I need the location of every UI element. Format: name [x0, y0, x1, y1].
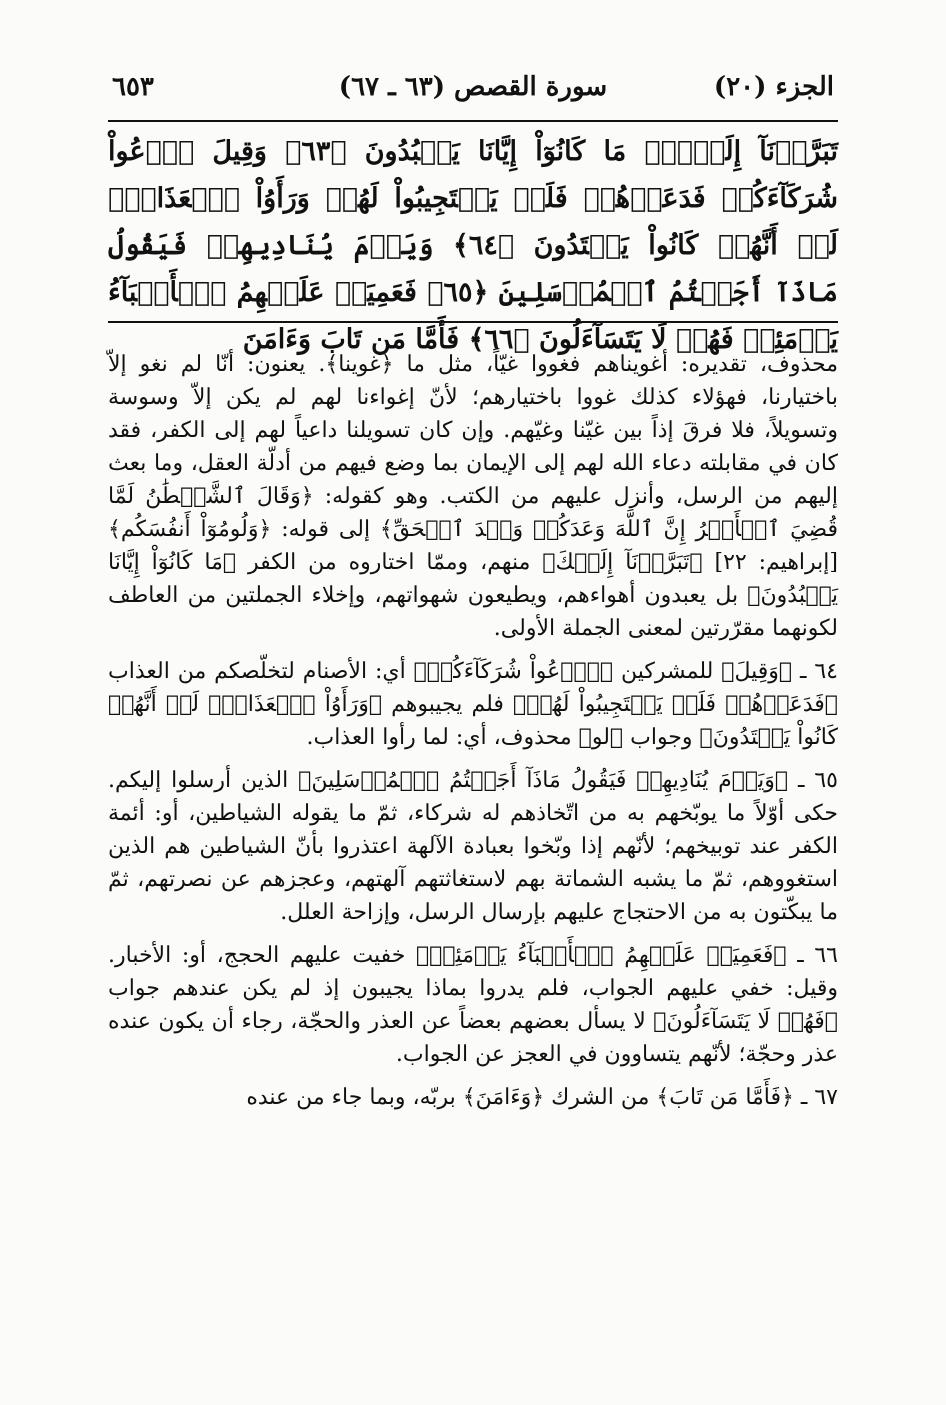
commentary-paragraph: ٦٧ ـ ﴿فَأَمَّا مَن تَابَ﴾ من الشرك ﴿وَءَامَنَ﴾ بربّه، وبما جاء من عنده	[246, 1085, 838, 1110]
commentary-paragraph: ٦٦ ـ ﴿فَعَمِيَتۡ عَلَيۡهِمُ ٱلۡأَنۢبَآءُ يَوۡمَئِذٖ﴾ خفيت عليهم الحجج، أو: الأخبار. وقيل: خفي عليهم الجواب، فلم يدروا بماذا يجيبون إذ لم يكن عندهم جواب ﴿فَهُمۡ لَا يَتَسَآءَلُونَ﴾ لا يسأل بعضهم بعضاً عن العذر والحجّة، رجاء أن يكون عنده عذر وحجّة؛ لأنّهم يتساوون في العجز عن الجواب.	[108, 943, 838, 1067]
commentary-body	[108, 348, 838, 1345]
juz-label: الجزء (٢٠)	[713, 72, 834, 102]
header-rule	[108, 120, 838, 122]
section-divider	[108, 321, 838, 323]
surah-title: سورة القصص (٦٣ ـ ٦٧)	[338, 72, 608, 102]
commentary-paragraph: محذوف، تقديره: أغويناهم فغووا غيّاً، مثل ما ﴿غوينا﴾. يعنون: أنّا لم نغو إلاّ باختيارنا، فهؤلاء كذلك غووا باختيارهم؛ لأنّ إغواءنا لهم لم يكن إلاّ وسوسة وتسويلاً، فلا فرقَ إذاً بين غيّنا وغيّهم. وإن كان تسويلنا داعياً لهم إلى الكفر، فقد كان في مقابلته دعاء الله لهم إلى الإيمان بما وضع فيهم من أدلّة العقل، وما بعث إليهم من الرسل، وأنزل عليهم من الكتب. وهو كقوله: ﴿وَقَالَ ٱلشَّيۡطَٰنُ لَمَّا قُضِيَ ٱلۡأَمۡرُ إِنَّ ٱللَّهَ وَعَدَكُمۡ وَعۡدَ ٱلۡحَقِّ﴾ إلى قوله: ﴿وَلُومُوٓاْ أَنفُسَكُم﴾ [إبراهيم: ٢٢] ﴿تَبَرَّأۡنَآ إِلَيۡكَ﴾ منهم، وممّا اختاروه من الكفر ﴿مَا كَانُوٓاْ إِيَّانَا يَعۡبُدُونَ﴾ بل يعبدون أهواءهم، ويطيعون شهواتهم، وإخلاء الجملتين من العاطف لكونهما مقرّرتين لمعنى الجملة الأولى.	[108, 352, 838, 641]
quran-text-block: تَبَرَّأۡنَآ إِلَيۡكَۖ مَا كَانُوٓاْ إِيَّانَا يَعۡبُدُونَ ﴿٦٣﴾ وَقِيلَ ٱدۡعُواْ شُرَكَآءَكُمۡ فَدَعَوۡهُمۡ فَلَمۡ يَسۡتَجِيبُواْ لَهُمۡ وَرَأَوُاْ ٱلۡعَذَابَۚ لَوۡ أَنَّهُمۡ كَانُواْ يَهۡتَدُونَ ﴿٦٤﴾ وَيَوۡمَ يُنَادِيهِمۡ فَيَقُولُ مَاذَآ أَجَبۡتُمُ ٱلۡمُرۡسَلِينَ ﴿٦٥﴾ فَعَمِيَتۡ عَلَيۡهِمُ ٱلۡأَنۢبَآءُ يَوۡمَئِذٖ فَهُمۡ لَا يَتَسَآءَلُونَ ﴿٦٦﴾ فَأَمَّا مَن تَابَ وَءَامَنَ	[108, 136, 838, 355]
commentary-paragraph: ٦٥ ـ ﴿وَيَوۡمَ يُنَادِيهِمۡ فَيَقُولُ مَاذَآ أَجَبۡتُمُ ٱلۡمُرۡسَلِينَ﴾ الذين أرسلوا إليكم. حكى أوّلاً ما يوبّخهم به من اتّخاذهم له شركاء، ثمّ ما يقوله الشياطين، أو: أئمة الكفر عند توبيخهم؛ لأنّهم إذا وبّخوا بعبادة الآلهة اعتذروا بأنّ الشياطين هم الذين استغووهم، ثمّ ما يشبه الشماتة بهم لاستغاثتهم آلهتهم، وعجزهم عن نصرتهم، ثمّ ما يبكّتون به من الاحتجاج عليهم بإرسال الرسل، وإزاحة العلل.	[108, 768, 838, 925]
commentary-paragraph: ٦٤ ـ ﴿وَقِيلَ﴾ للمشركين ﴿ٱدۡعُواْ شُرَكَآءَكُمۡ﴾ أي: الأصنام لتخلّصكم من العذاب ﴿فَدَعَوۡهُمۡ فَلَمۡ يَسۡتَجِيبُواْ لَهُمۡ﴾ فلم يجيبوهم ﴿وَرَأَوُاْ ٱلۡعَذَابَۚ لَوۡ أَنَّهُمۡ كَانُواْ يَهۡتَدُونَ﴾ وجواب ﴿لو﴾ محذوف، أي: لما رأوا العذاب.	[108, 659, 838, 750]
page-number: ٦٥٣	[112, 72, 154, 102]
page-header	[112, 72, 834, 112]
